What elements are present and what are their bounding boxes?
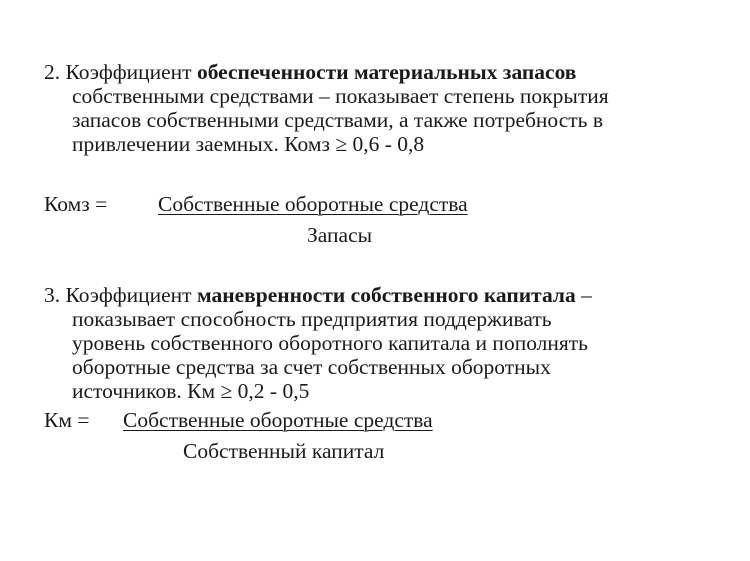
formula-km-denominator: Собственный капитал (183, 439, 385, 463)
section2-number: 2. (44, 60, 66, 84)
section3-line3: уровень собственного оборотного капитала и пополнять (72, 331, 588, 355)
formula-km-lhs: Км = (44, 408, 90, 432)
section2-term: обеспеченности материальных запасов (196, 60, 577, 84)
section3-tail: – (575, 283, 592, 307)
section3-line5: источников. Км ≥ 0,2 - 0,5 (72, 379, 310, 403)
section2-line3: запасов собственными средствами, а также потребность в (72, 108, 603, 132)
formula-km-numerator: Собственные оборотные средства (123, 408, 433, 432)
section3-lead: Коэффициент (65, 283, 197, 307)
section3-line2: показывает способность предприятия поддерживать (72, 307, 552, 331)
formula-komz-lhs: Комз = (44, 192, 108, 216)
section3-line1 (44, 283, 592, 307)
section3-line4: оборотные средства за счет собственных оборотных (72, 355, 551, 379)
formula-komz-denominator: Запасы (307, 223, 373, 247)
section2-line4: привлечении заемных. Комз ≥ 0,6 - 0,8 (72, 132, 425, 156)
formula-komz-numerator: Собственные оборотные средства (158, 192, 468, 216)
section2-line2: собственными средствами – показывает степень покрытия (72, 84, 609, 108)
section2-lead: Коэффициент (65, 60, 197, 84)
section2-line1 (44, 60, 576, 84)
section3-term: маневренности собственного капитала (196, 283, 576, 307)
section3-number: 3. (44, 283, 66, 307)
